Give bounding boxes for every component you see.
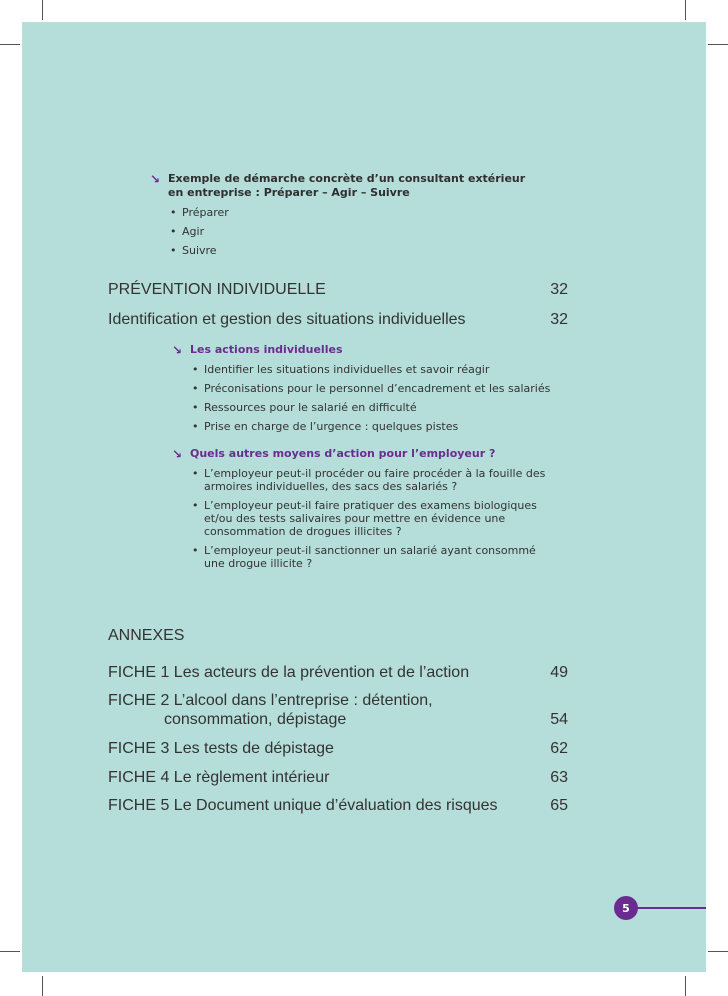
crop-mark xyxy=(685,976,686,996)
fiche-label: FICHE 1 Les acteurs de la prévention et de l’action xyxy=(108,664,470,681)
means-bullets xyxy=(172,467,552,570)
list-item: • Agir xyxy=(170,225,570,238)
fiche-label: FICHE 4 Le règlement intérieur xyxy=(108,769,330,786)
list-item: • L’employeur peut-il faire pratiquer des examens biologiques et/ou des tests salivaires pour mettre en évidence une consommation de drogues illicites ? xyxy=(192,499,552,538)
actions-block xyxy=(172,343,592,439)
list-item: • Préconisations pour le personnel d’encadrement et les salariés xyxy=(192,382,592,395)
arrow-down-right-icon: ↘ xyxy=(150,172,161,186)
page-ref: 63 xyxy=(550,769,568,786)
crop-mark xyxy=(42,0,43,20)
fiche-label: FICHE 5 Le Document unique d’évaluation des risques xyxy=(108,797,498,814)
page-ref: 62 xyxy=(550,740,568,757)
page-ref: 32 xyxy=(550,281,568,298)
list-item: • Préparer xyxy=(170,206,570,219)
list-item: • Identifier les situations individuelles et savoir réagir xyxy=(192,363,592,376)
crop-mark xyxy=(0,44,20,45)
toc-row-prevention[interactable] xyxy=(108,280,568,299)
intro-block xyxy=(150,172,570,263)
page-ref: 54 xyxy=(550,711,568,728)
toc-row-fiche-1[interactable] xyxy=(108,663,568,682)
crop-mark xyxy=(685,0,686,20)
list-item: • L’employeur peut-il procéder ou faire procéder à la fouille des armoires individuelles, des sacs des salariés ? xyxy=(192,467,552,493)
crop-mark xyxy=(708,44,728,45)
crop-mark xyxy=(708,951,728,952)
actions-bullets xyxy=(172,363,592,433)
fiche-label-continued: consommation, dépistage xyxy=(164,711,347,728)
toc-row-fiche-3[interactable] xyxy=(108,739,568,758)
toc-row-identification[interactable] xyxy=(108,310,568,329)
means-block xyxy=(172,447,552,576)
intro-subhead xyxy=(150,172,570,200)
page-number-rule xyxy=(636,907,706,909)
intro-subhead-line1: Exemple de démarche concrète d’un consultant extérieur xyxy=(168,172,526,185)
toc-row-fiche-2[interactable] xyxy=(108,691,568,729)
page-ref: 49 xyxy=(550,664,568,681)
means-heading: ↘ Quels autres moyens d’action pour l’employeur ? xyxy=(172,447,496,461)
list-item: • Ressources pour le salarié en difficulté xyxy=(192,401,592,414)
arrow-down-right-icon: ↘ xyxy=(172,343,183,357)
arrow-down-right-icon: ↘ xyxy=(172,447,183,461)
intro-subhead-line2: en entreprise : Préparer – Agir – Suivre xyxy=(168,186,410,199)
list-item: • Prise en charge de l’urgence : quelques pistes xyxy=(192,420,592,433)
subsection-title: Identification et gestion des situations individuelles xyxy=(108,311,466,328)
crop-mark xyxy=(0,951,20,952)
page-ref: 65 xyxy=(550,797,568,814)
list-item: • Suivre xyxy=(170,244,570,257)
list-item: • L’employeur peut-il sanctionner un salarié ayant consommé une drogue illicite ? xyxy=(192,544,552,570)
fiche-label: FICHE 2 L’alcool dans l’entreprise : détention, xyxy=(108,692,433,709)
toc-row-fiche-4[interactable] xyxy=(108,768,568,787)
crop-mark xyxy=(42,976,43,996)
annexes-title: ANNEXES xyxy=(108,627,185,644)
page-ref: 32 xyxy=(550,311,568,328)
fiche-label: FICHE 3 Les tests de dépistage xyxy=(108,740,334,757)
section-title: PRÉVENTION INDIVIDUELLE xyxy=(108,281,326,298)
intro-bullets xyxy=(150,206,570,257)
toc-row-fiche-5[interactable] xyxy=(108,796,568,815)
page-number-badge: 5 xyxy=(614,896,638,920)
actions-heading: ↘ Les actions individuelles xyxy=(172,343,343,357)
